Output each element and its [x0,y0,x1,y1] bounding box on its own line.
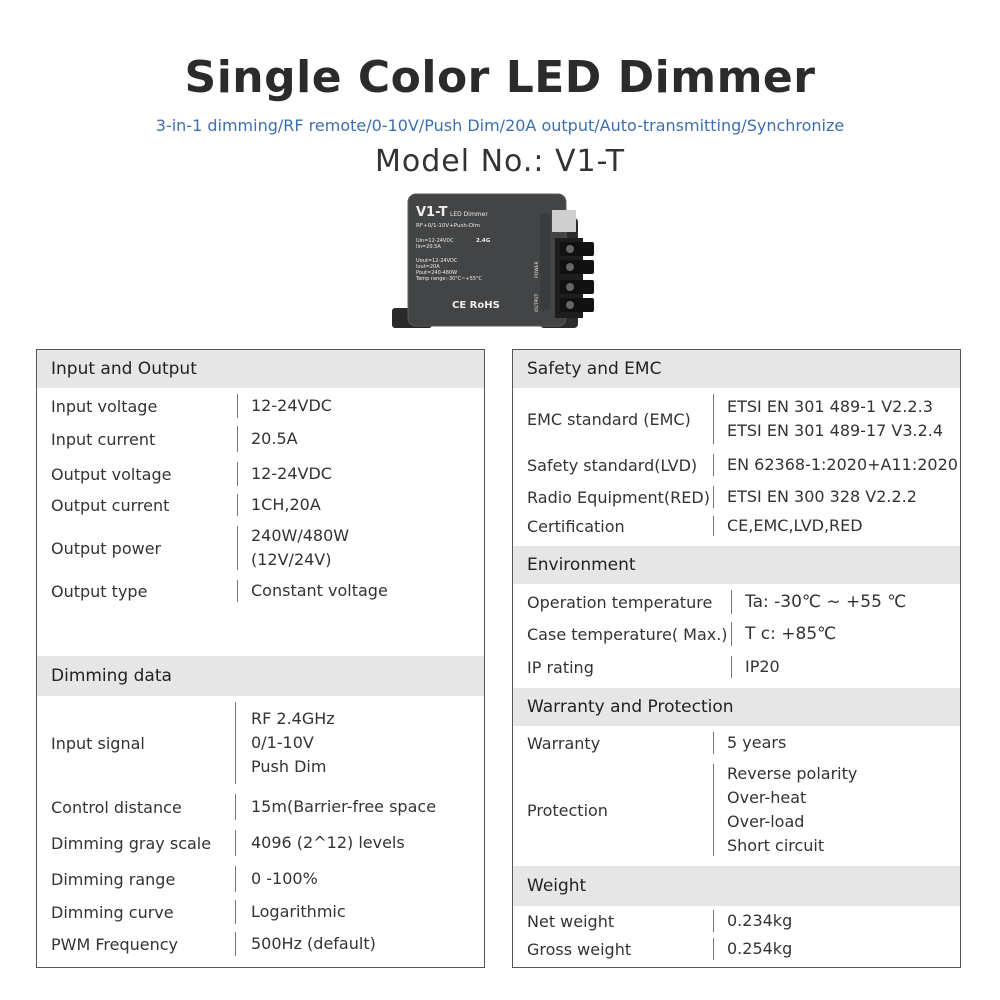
column-divider [731,622,732,646]
spec-label: Input voltage [51,396,158,416]
spec-row-pwm-frequency [37,928,484,960]
spec-label: Output voltage [51,464,172,484]
spec-value: 12-24VDC [251,464,332,483]
spec-value: Over-heat [727,788,807,807]
spec-label: Warranty [527,733,601,753]
spec-row-case-temperature [513,618,960,650]
spec-row-operation-temperature [513,586,960,618]
section-heading-warranty: Warranty and Protection [513,688,960,726]
spec-label: IP rating [527,657,594,677]
spec-value: Reverse polarity [727,764,858,783]
device-output-spec-3: Pout=240-480W [416,270,458,276]
device-image [390,190,620,335]
section-heading-input-output: Input and Output [37,350,484,388]
spec-label: Output type [51,581,148,601]
spec-value: RF 2.4GHz [251,709,335,728]
spec-label: Dimming gray scale [51,833,212,853]
spec-label: Dimming range [51,869,176,889]
spec-value: 0.254kg [727,939,793,958]
spec-label: Input signal [51,733,145,753]
device-modes: RF+0/1-10V+Push-Dim [416,223,480,229]
spec-value: Constant voltage [251,581,388,600]
spec-row-ip-rating [513,652,960,682]
column-divider [713,910,714,932]
spec-row-radio-equipment [513,482,960,512]
column-divider [235,900,236,924]
device-model-label: V1-T [416,205,448,220]
device-output-spec-1: Uout=12-24VDC [416,258,458,264]
device-cert-label: CE RoHS [452,300,500,311]
spec-value: IP20 [745,657,780,676]
spec-row-dimming-range [37,862,484,896]
device-output-spec-2: Iout=20A [416,264,440,270]
spec-row-control-distance [37,790,484,824]
column-divider [713,394,714,444]
left-spec-panel [36,349,485,968]
section-heading-safety: Safety and EMC [513,350,960,388]
spec-row-output-voltage [37,458,484,490]
spec-label: PWM Frequency [51,934,179,954]
spec-label: Control distance [51,797,182,817]
device-output-label: OUTPUT [535,293,540,312]
column-divider [235,830,236,856]
column-divider [731,656,732,678]
spec-value: 4096 (2^12) levels [251,833,405,852]
spec-label: Input current [51,429,156,449]
spec-value: Short circuit [727,836,825,855]
spec-row-output-power [37,522,484,574]
spec-label: Case temperature( Max.) [527,624,728,644]
column-divider [237,462,238,486]
spec-row-input-signal [37,698,484,788]
spec-value: 0 -100% [251,869,318,888]
spec-value: 12-24VDC [251,396,332,415]
spec-label: Operation temperature [527,592,713,612]
spec-row-warranty [513,728,960,758]
column-divider [237,580,238,602]
spec-label: Output power [51,538,162,558]
spec-value: 0.234kg [727,911,793,930]
column-divider [713,454,714,476]
spec-value: T c: +85℃ [745,624,837,644]
section-heading-dimming: Dimming data [37,656,484,696]
spec-row-protection [513,760,960,860]
spec-value: 15m(Barrier-free space [251,797,437,816]
spec-value: (12V/24V) [251,550,332,569]
column-divider [713,732,714,754]
spec-value: EN 62368-1:2020+A11:2020 [727,455,958,474]
spec-value: 240W/480W [251,526,350,545]
column-divider [731,590,732,614]
page-subtitle: 3-in-1 dimming/RF remote/0-10V/Push Dim/20A output/Auto-transmitting/Synchronize [155,116,845,135]
spec-row-output-current [37,490,484,520]
spec-value: Logarithmic [251,902,346,921]
spec-row-input-current [37,422,484,456]
spec-value: 500Hz (default) [251,934,376,953]
spec-label: Safety standard(LVD) [527,455,698,475]
spec-label: Output current [51,495,170,515]
column-divider [237,394,238,418]
spec-row-dimming-gray-scale [37,826,484,860]
spec-row-input-voltage [37,390,484,422]
spec-row-net-weight [513,906,960,936]
spec-value: Ta: -30℃ ~ +55 ℃ [745,592,907,612]
device-input-spec-1: Uin=12-24VDC [416,238,454,244]
spec-value: Push Dim [251,757,327,776]
device-rf-label: 2.4G [476,238,491,244]
column-divider [235,702,236,784]
spec-label: Net weight [527,911,615,931]
device-output-spec-4: Temp range:-30°C~+55°C [416,276,483,282]
column-divider [713,486,714,508]
spec-row-certification [513,512,960,540]
spec-label: Gross weight [527,939,632,959]
spec-row-safety-standard [513,450,960,480]
spec-value: ETSI EN 301 489-1 V2.2.3 [727,397,933,416]
right-spec-panel [512,349,961,968]
column-divider [235,866,236,892]
column-divider [237,426,238,452]
column-divider [713,516,714,536]
spec-row-gross-weight [513,934,960,964]
spec-value: CE,EMC,LVD,RED [727,516,863,535]
spec-value: 5 years [727,733,787,752]
column-divider [237,494,238,516]
spec-row-emc-standard [513,390,960,448]
column-divider [713,938,714,960]
device-input-spec-2: Iin=20.5A [416,244,441,250]
spec-value: ETSI EN 300 328 V2.2.2 [727,487,917,506]
section-heading-weight: Weight [513,866,960,906]
spec-value: 20.5A [251,429,298,448]
spec-label: EMC standard (EMC) [527,409,691,429]
column-divider [713,764,714,856]
spec-value: ETSI EN 301 489-17 V3.2.4 [727,421,944,440]
column-divider [235,794,236,820]
device-power-label: POWER [535,261,540,278]
spec-label: Protection [527,800,608,820]
spec-label: Certification [527,516,625,536]
column-divider [237,526,238,570]
spec-value: 1CH,20A [251,495,321,514]
device-name: LED Dimmer [450,211,488,218]
column-divider [235,932,236,956]
spec-label: Radio Equipment(RED) [527,487,710,507]
spec-value: Over-load [727,812,805,831]
model-number: Model No.: V1-T [374,144,626,179]
section-heading-environment: Environment [513,546,960,584]
spec-row-dimming-curve [37,896,484,928]
spec-value: 0/1-10V [251,733,314,752]
spec-label: Dimming curve [51,902,174,922]
page-title: Single Color LED Dimmer [184,52,816,103]
spec-row-output-type [37,576,484,606]
